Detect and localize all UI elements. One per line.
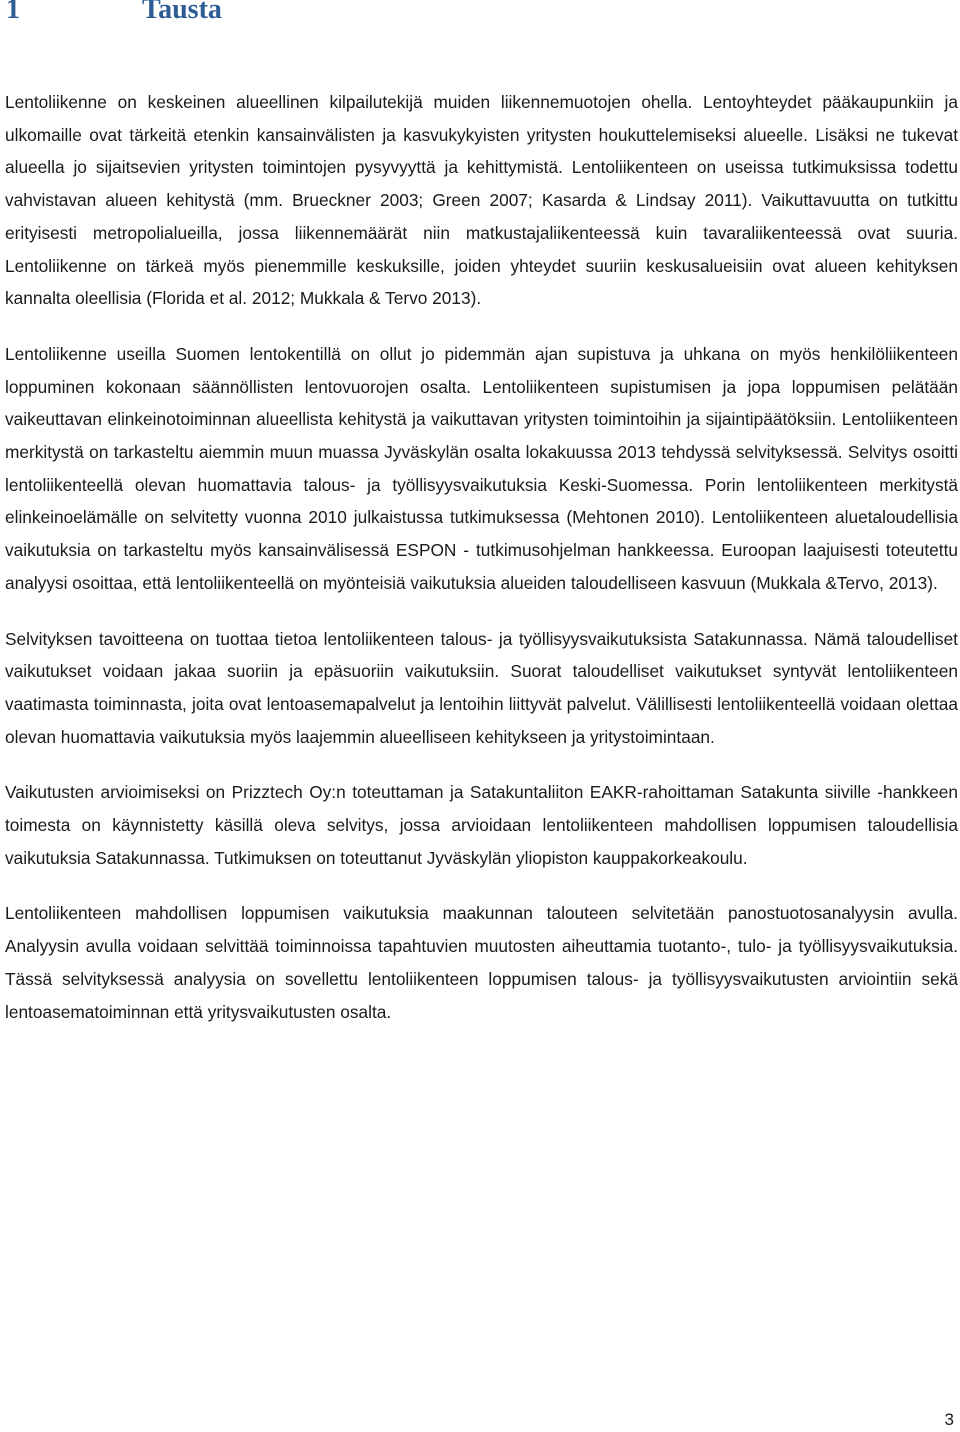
body-text	[5, 86, 958, 1051]
paragraph: Lentoliikenne on keskeinen alueellinen kilpailutekijä muiden liikennemuotojen ohella. Lentoyhteydet pääkaupunkiin ja ulkomaille ovat tärkeitä etenkin kansainvälisten ja kasvukykyisten yritysten houkuttelemiseksi alueelle. Lisäksi ne tukevat alueella jo sijaitsevien yritysten toimintojen pysyvyyttä ja kehittymistä. Lentoliikenteen on useissa tutkimuksissa todettu vahvistavan alueen kehitystä (mm. Brueckner 2003; Green 2007; Kasarda & Lindsay 2011). Vaikuttavuutta on tutkittu erityisesti metropolialueilla, jossa liikennemäärät niin matkustajaliikenteessä kuin tavaraliikenteessä ovat suuria. Lentoliikenne on tärkeä myös pienemmille keskuksille, joiden yhteydet suuriin keskusalueisiin ovat alueen kehityksen kannalta oleellisia (Florida et al. 2012; Mukkala & Tervo 2013).	[5, 92, 958, 309]
paragraph: Lentoliikenne useilla Suomen lentokentillä on ollut jo pidemmän ajan supistuva ja uhkana on myös henkilöliikenteen loppuminen kokonaan säännöllisten lentovuorojen osalta. Lentoliikenteen supistumisen ja jopa loppumisen pelätään vaikeuttavan elinkeinotoiminnan alueellista kehitystä ja vaikuttavan yritysten toimintoihin ja sijaintipäätöksiin. Lentoliikenteen merkitystä on tarkasteltu aiemmin muun muassa Jyväskylän osalta lokakuussa 2013 tehdyssä selvityksessä. Selvitys osoitti lentoliikenteellä olevan huomattavia talous- ja työllisyysvaikutuksia Keski-Suomessa. Porin lentoliikenteen merkitystä elinkeinoelämälle on selvitetty vuonna 2010 julkaistussa tutkimuksessa (Mehtonen 2010). Lentoliikenteen aluetaloudellisia vaikutuksia on tarkasteltu myös kansainvälisessä ESPON - tutkimusohjelman hankkeessa. Euroopan laajuisesti toteutettu analyysi osoittaa, että lentoliikenteellä on myönteisiä vaikutuksia alueiden taloudelliseen kasvuun (Mukkala &Tervo, 2013).	[5, 343, 958, 593]
paragraph: Selvityksen tavoitteena on tuottaa tietoa lentoliikenteen talous- ja työllisyysvaikutuksista Satakunnassa. Nämä taloudelliset vaikutukset voidaan jakaa suoriin ja epäsuoriin vaikutuksiin. Suorat taloudelliset vaikutukset syntyvät lentoliikenteen vaatimasta toiminnasta, joita ovat lentoasemapalvelut ja lentoihin liittyvät palvelut. Välillisesti lentoliikenteellä voidaan olettaa olevan huomattavia vaikutuksia myös laajemmin alueelliseen kehitykseen ja yritystoimintaan.	[5, 628, 958, 747]
paragraph: Lentoliikenteen mahdollisen loppumisen vaikutuksia maakunnan talouteen selvitetään panostuotosanalyysin avulla. Analyysin avulla voidaan selvittää toiminnoissa tapahtuvien muutosten aiheuttamia tuotanto-, tulo- ja työllisyysvaikutuksia. Tässä selvityksessä analyysia on sovellettu lentoliikenteen loppumisen talous- ja työllisyysvaikutusten arviointiin sekä lentoasematoiminnan että yritysvaikutusten osalta.	[5, 903, 958, 1022]
page-number: 3	[944, 1410, 954, 1429]
section-number: 1	[6, 0, 20, 25]
section-title: Tausta	[142, 0, 222, 25]
section-heading	[6, 0, 222, 26]
paragraph: Vaikutusten arvioimiseksi on Prizztech Oy:n toteuttaman ja Satakuntaliiton EAKR-rahoittaman Satakunta siiville -hankkeen toimesta on käynnistetty käsillä oleva selvitys, jossa arvioidaan lentoliikenteen mahdollisen loppumisen taloudellisia vaikutuksia Satakunnassa. Tutkimuksen on toteuttanut Jyväskylän yliopiston kauppakorkeakoulu.	[5, 782, 958, 868]
